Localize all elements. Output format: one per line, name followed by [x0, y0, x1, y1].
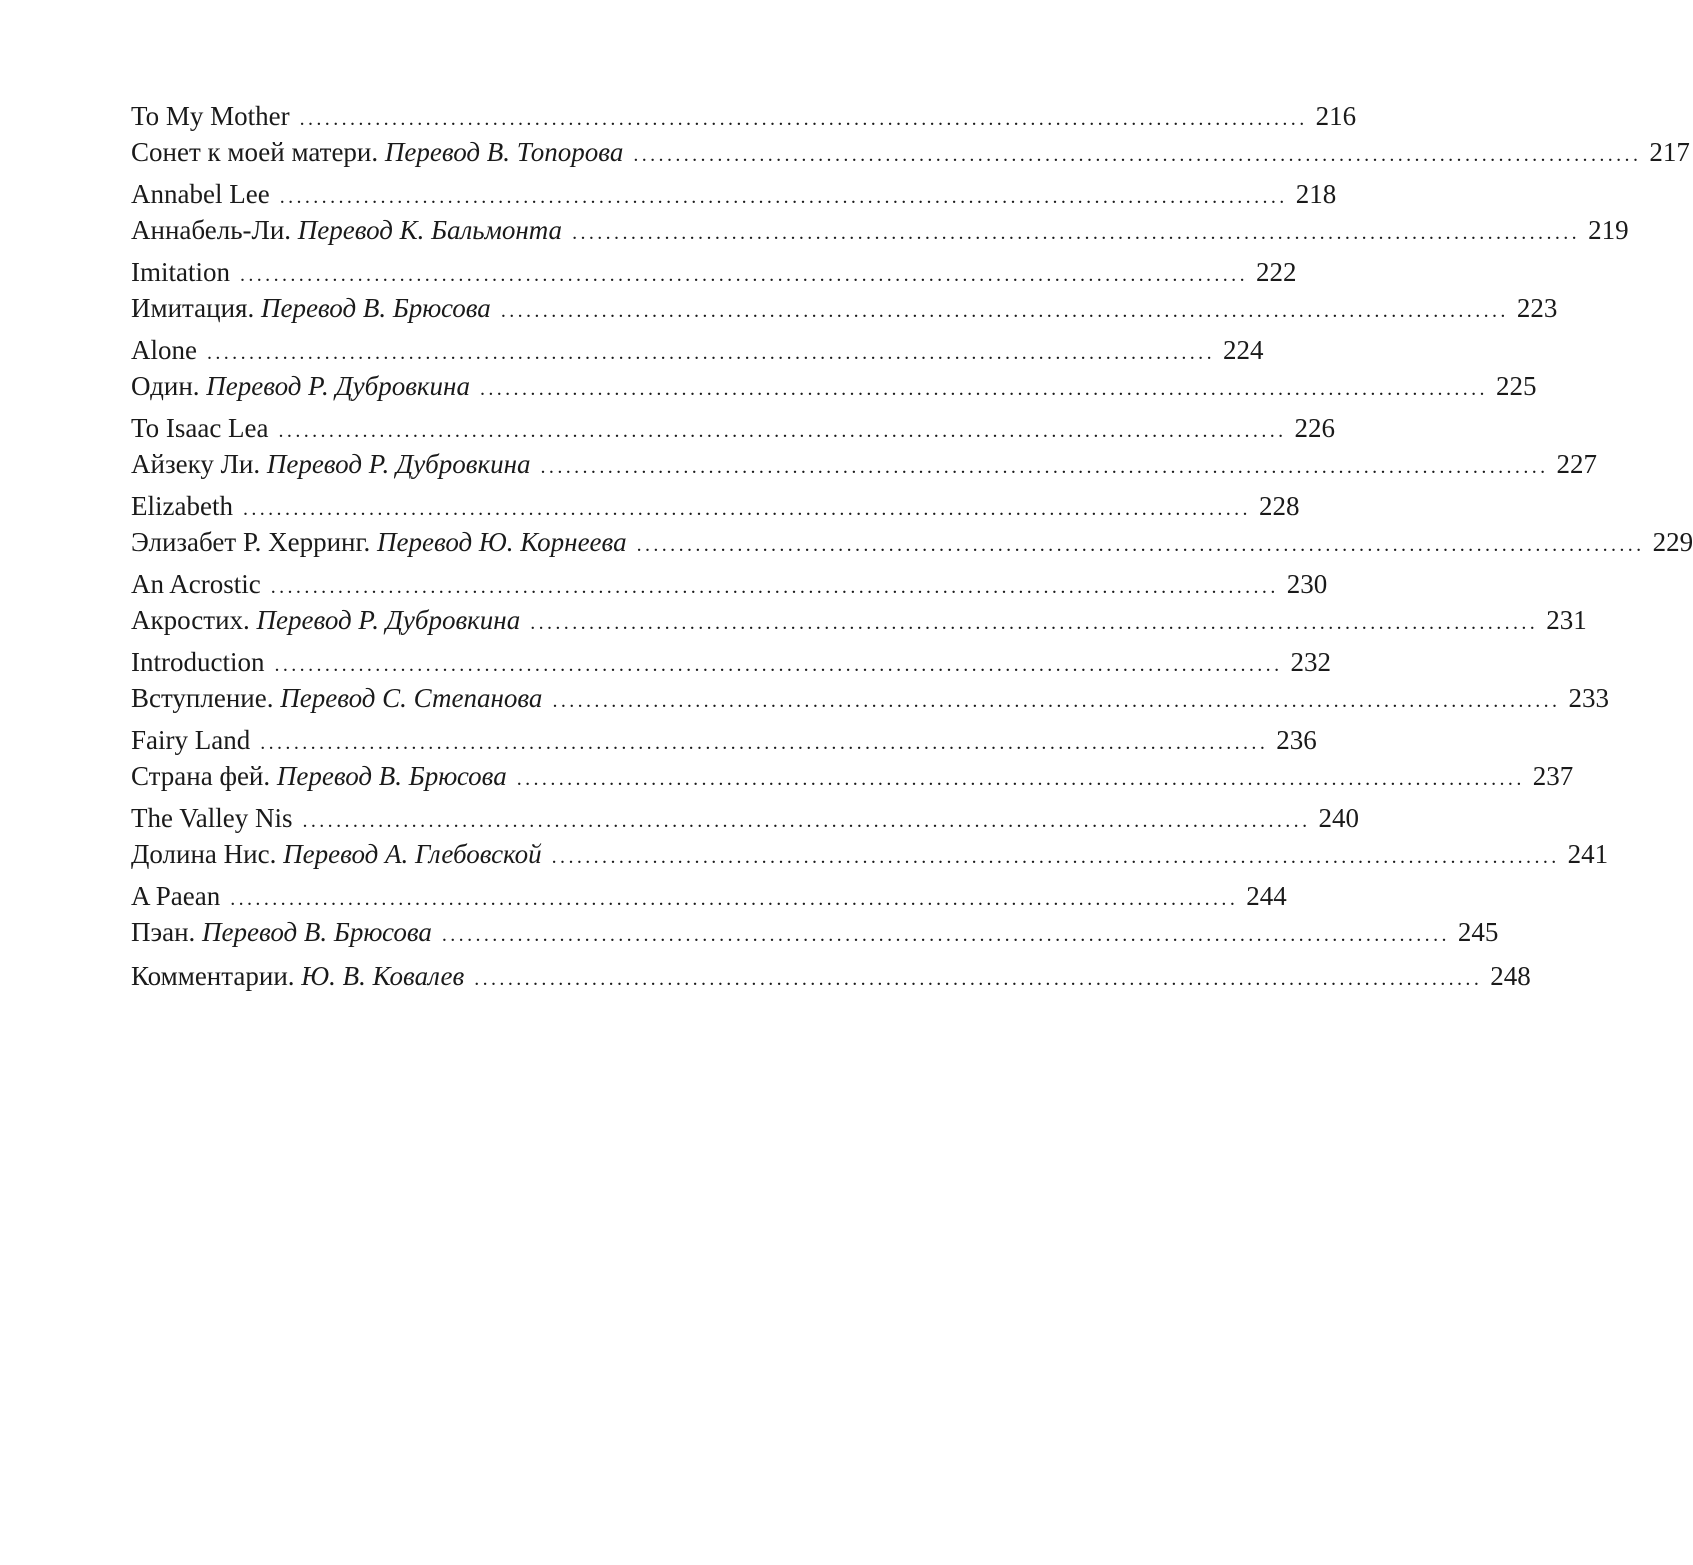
entry-title: Страна фей. [131, 761, 271, 791]
dot-leader: ........................................................................................................................ [552, 690, 1561, 712]
page-number: 225 [1495, 371, 1537, 401]
toc-entry-original[interactable] [131, 488, 1300, 524]
entry-title: Вступление. [131, 683, 274, 713]
author-credit: Ю. В. Ковалев [301, 961, 465, 991]
dot-leader: ........................................................................................................................ [500, 300, 1509, 322]
page-number: 241 [1567, 839, 1609, 869]
translator-credit: Перевод Р. Дубровкина [256, 605, 521, 635]
dot-leader: ........................................................................................................................ [242, 498, 1251, 520]
page-number: 218 [1295, 179, 1337, 209]
toc-group [131, 176, 1629, 248]
toc-group [131, 800, 1609, 872]
dot-leader: ........................................................................................................................ [441, 924, 1450, 946]
toc-entry-original[interactable] [131, 644, 1331, 680]
entry-title: The Valley Nis [131, 803, 293, 833]
entry-title: Imitation [131, 257, 230, 287]
toc-entry-original[interactable] [131, 98, 1357, 134]
entry-title: To Isaac Lea [131, 413, 269, 443]
page-number: 233 [1568, 683, 1609, 713]
dot-leader: ........................................................................................................................ [230, 888, 1239, 910]
dot-leader: ........................................................................................................................ [274, 654, 1283, 676]
entry-title: Fairy Land [131, 725, 251, 755]
dot-leader: ........................................................................................................................ [540, 456, 1549, 478]
translator-credit: Перевод Р. Дубровкина [206, 371, 470, 401]
dot-leader: ........................................................................................................................ [279, 186, 1288, 208]
toc-group [131, 410, 1598, 482]
page-number: 222 [1255, 257, 1297, 287]
page-number: 223 [1516, 293, 1558, 323]
entry-title: An Acrostic [131, 569, 261, 599]
entry-title-wrapper [131, 368, 470, 404]
dot-leader: ........................................................................................................................ [239, 264, 1248, 286]
toc-entry-translation[interactable] [131, 212, 1629, 248]
entry-title: Introduction [131, 647, 265, 677]
toc-entry-translation[interactable] [131, 290, 1558, 326]
entry-title: Долина Нис. [131, 839, 277, 869]
entry-title: Сонет к моей матери. [131, 137, 379, 167]
entry-title-wrapper [131, 290, 491, 326]
entry-title: To My Mother [131, 101, 290, 131]
dot-leader: ........................................................................................................................ [530, 612, 1539, 634]
entry-title-wrapper [131, 602, 520, 638]
page-number: 224 [1222, 335, 1264, 365]
page-number: 228 [1258, 491, 1300, 521]
page-number: 229 [1652, 527, 1693, 557]
toc-entry-translation[interactable] [131, 602, 1587, 638]
page-number: 244 [1246, 881, 1287, 911]
entry-title-wrapper [131, 212, 562, 248]
toc-group [131, 566, 1587, 638]
page-number: 237 [1532, 761, 1574, 791]
dot-leader: ........................................................................................................................ [302, 810, 1311, 832]
dot-leader: ........................................................................................................................ [479, 378, 1488, 400]
entry-title: Комментарии. [131, 961, 295, 991]
toc-group [131, 722, 1574, 794]
toc-group [131, 644, 1609, 716]
dot-leader: ........................................................................................................................ [551, 846, 1560, 868]
page-number: 248 [1490, 961, 1531, 991]
page-number: 236 [1276, 725, 1317, 755]
translator-credit: Перевод Р. Дубровкина [266, 449, 531, 479]
entry-title-wrapper [131, 836, 542, 872]
toc-entry-translation[interactable] [131, 524, 1693, 560]
toc-entry-original[interactable] [131, 878, 1287, 914]
dot-leader: ........................................................................................................................ [260, 732, 1269, 754]
toc-entry-translation[interactable] [131, 914, 1499, 950]
translator-credit: Перевод А. Глебовской [283, 839, 542, 869]
entry-title: Alone [131, 335, 197, 365]
entry-title: Элизабет Р. Херринг. [131, 527, 371, 557]
page-number: 216 [1315, 101, 1357, 131]
entry-title-wrapper [131, 914, 432, 950]
translator-credit: Перевод С. Степанова [280, 683, 543, 713]
toc-entry-translation[interactable] [131, 368, 1537, 404]
toc-entry-original[interactable] [131, 722, 1317, 758]
toc-group [131, 98, 1690, 170]
entry-title: Акростих. [131, 605, 250, 635]
dot-leader: ........................................................................................................................ [516, 768, 1525, 790]
page-number: 219 [1588, 215, 1629, 245]
page-number: 245 [1457, 917, 1499, 947]
translator-credit: Перевод В. Брюсова [260, 293, 491, 323]
toc-group-commentary [131, 958, 1531, 994]
dot-leader: ........................................................................................................................ [270, 576, 1279, 598]
entry-title-wrapper [131, 446, 531, 482]
translator-credit: Перевод Ю. Корнеева [377, 527, 627, 557]
entry-title-wrapper [131, 958, 464, 994]
toc-entry-translation[interactable] [131, 758, 1574, 794]
page-number: 226 [1294, 413, 1336, 443]
toc-entry-commentary[interactable] [131, 958, 1531, 994]
page-number: 217 [1649, 137, 1690, 167]
dot-leader: ........................................................................................................................ [572, 222, 1581, 244]
toc-group [131, 254, 1558, 326]
toc-entry-original[interactable] [131, 254, 1297, 290]
entry-title: Пэан. [131, 917, 196, 947]
toc-entry-original[interactable] [131, 176, 1337, 212]
toc-entry-original[interactable] [131, 566, 1328, 602]
entry-title: Elizabeth [131, 491, 233, 521]
entry-title-wrapper [131, 680, 542, 716]
entry-title: A Paean [131, 881, 221, 911]
toc-group [131, 878, 1499, 950]
entry-title: Annabel Lee [131, 179, 270, 209]
toc-group [131, 332, 1537, 404]
entry-title-wrapper [131, 758, 507, 794]
dot-leader: ........................................................................................................................ [474, 968, 1483, 990]
page-number: 240 [1318, 803, 1359, 833]
dot-leader: ........................................................................................................................ [299, 108, 1308, 130]
entry-title-wrapper [131, 134, 623, 170]
page-number: 231 [1546, 605, 1587, 635]
dot-leader: ........................................................................................................................ [636, 534, 1645, 556]
toc-entry-original[interactable] [131, 332, 1264, 368]
entry-title: Один. [131, 371, 200, 401]
toc-entry-original[interactable] [131, 800, 1359, 836]
page-number: 232 [1290, 647, 1331, 677]
page-number: 227 [1556, 449, 1598, 479]
entry-title: Айзеку Ли. [131, 449, 261, 479]
dot-leader: ........................................................................................................................ [278, 420, 1287, 442]
dot-leader: ........................................................................................................................ [633, 144, 1642, 166]
page-number: 230 [1286, 569, 1328, 599]
translator-credit: Перевод В. Топорова [384, 137, 624, 167]
entry-title-wrapper [131, 524, 627, 560]
toc-entry-translation[interactable] [131, 680, 1609, 716]
translator-credit: Перевод К. Бальмонта [297, 215, 563, 245]
toc-entry-translation[interactable] [131, 134, 1690, 170]
entry-title: Аннабель-Ли. [131, 215, 292, 245]
dot-leader: ........................................................................................................................ [206, 342, 1215, 364]
table-of-contents [131, 98, 1693, 1000]
toc-group [131, 488, 1693, 560]
entry-title: Имитация. [131, 293, 255, 323]
translator-credit: Перевод В. Брюсова [276, 761, 507, 791]
toc-entry-translation[interactable] [131, 446, 1598, 482]
translator-credit: Перевод В. Брюсова [202, 917, 432, 947]
toc-entry-translation[interactable] [131, 836, 1609, 872]
toc-entry-original[interactable] [131, 410, 1336, 446]
